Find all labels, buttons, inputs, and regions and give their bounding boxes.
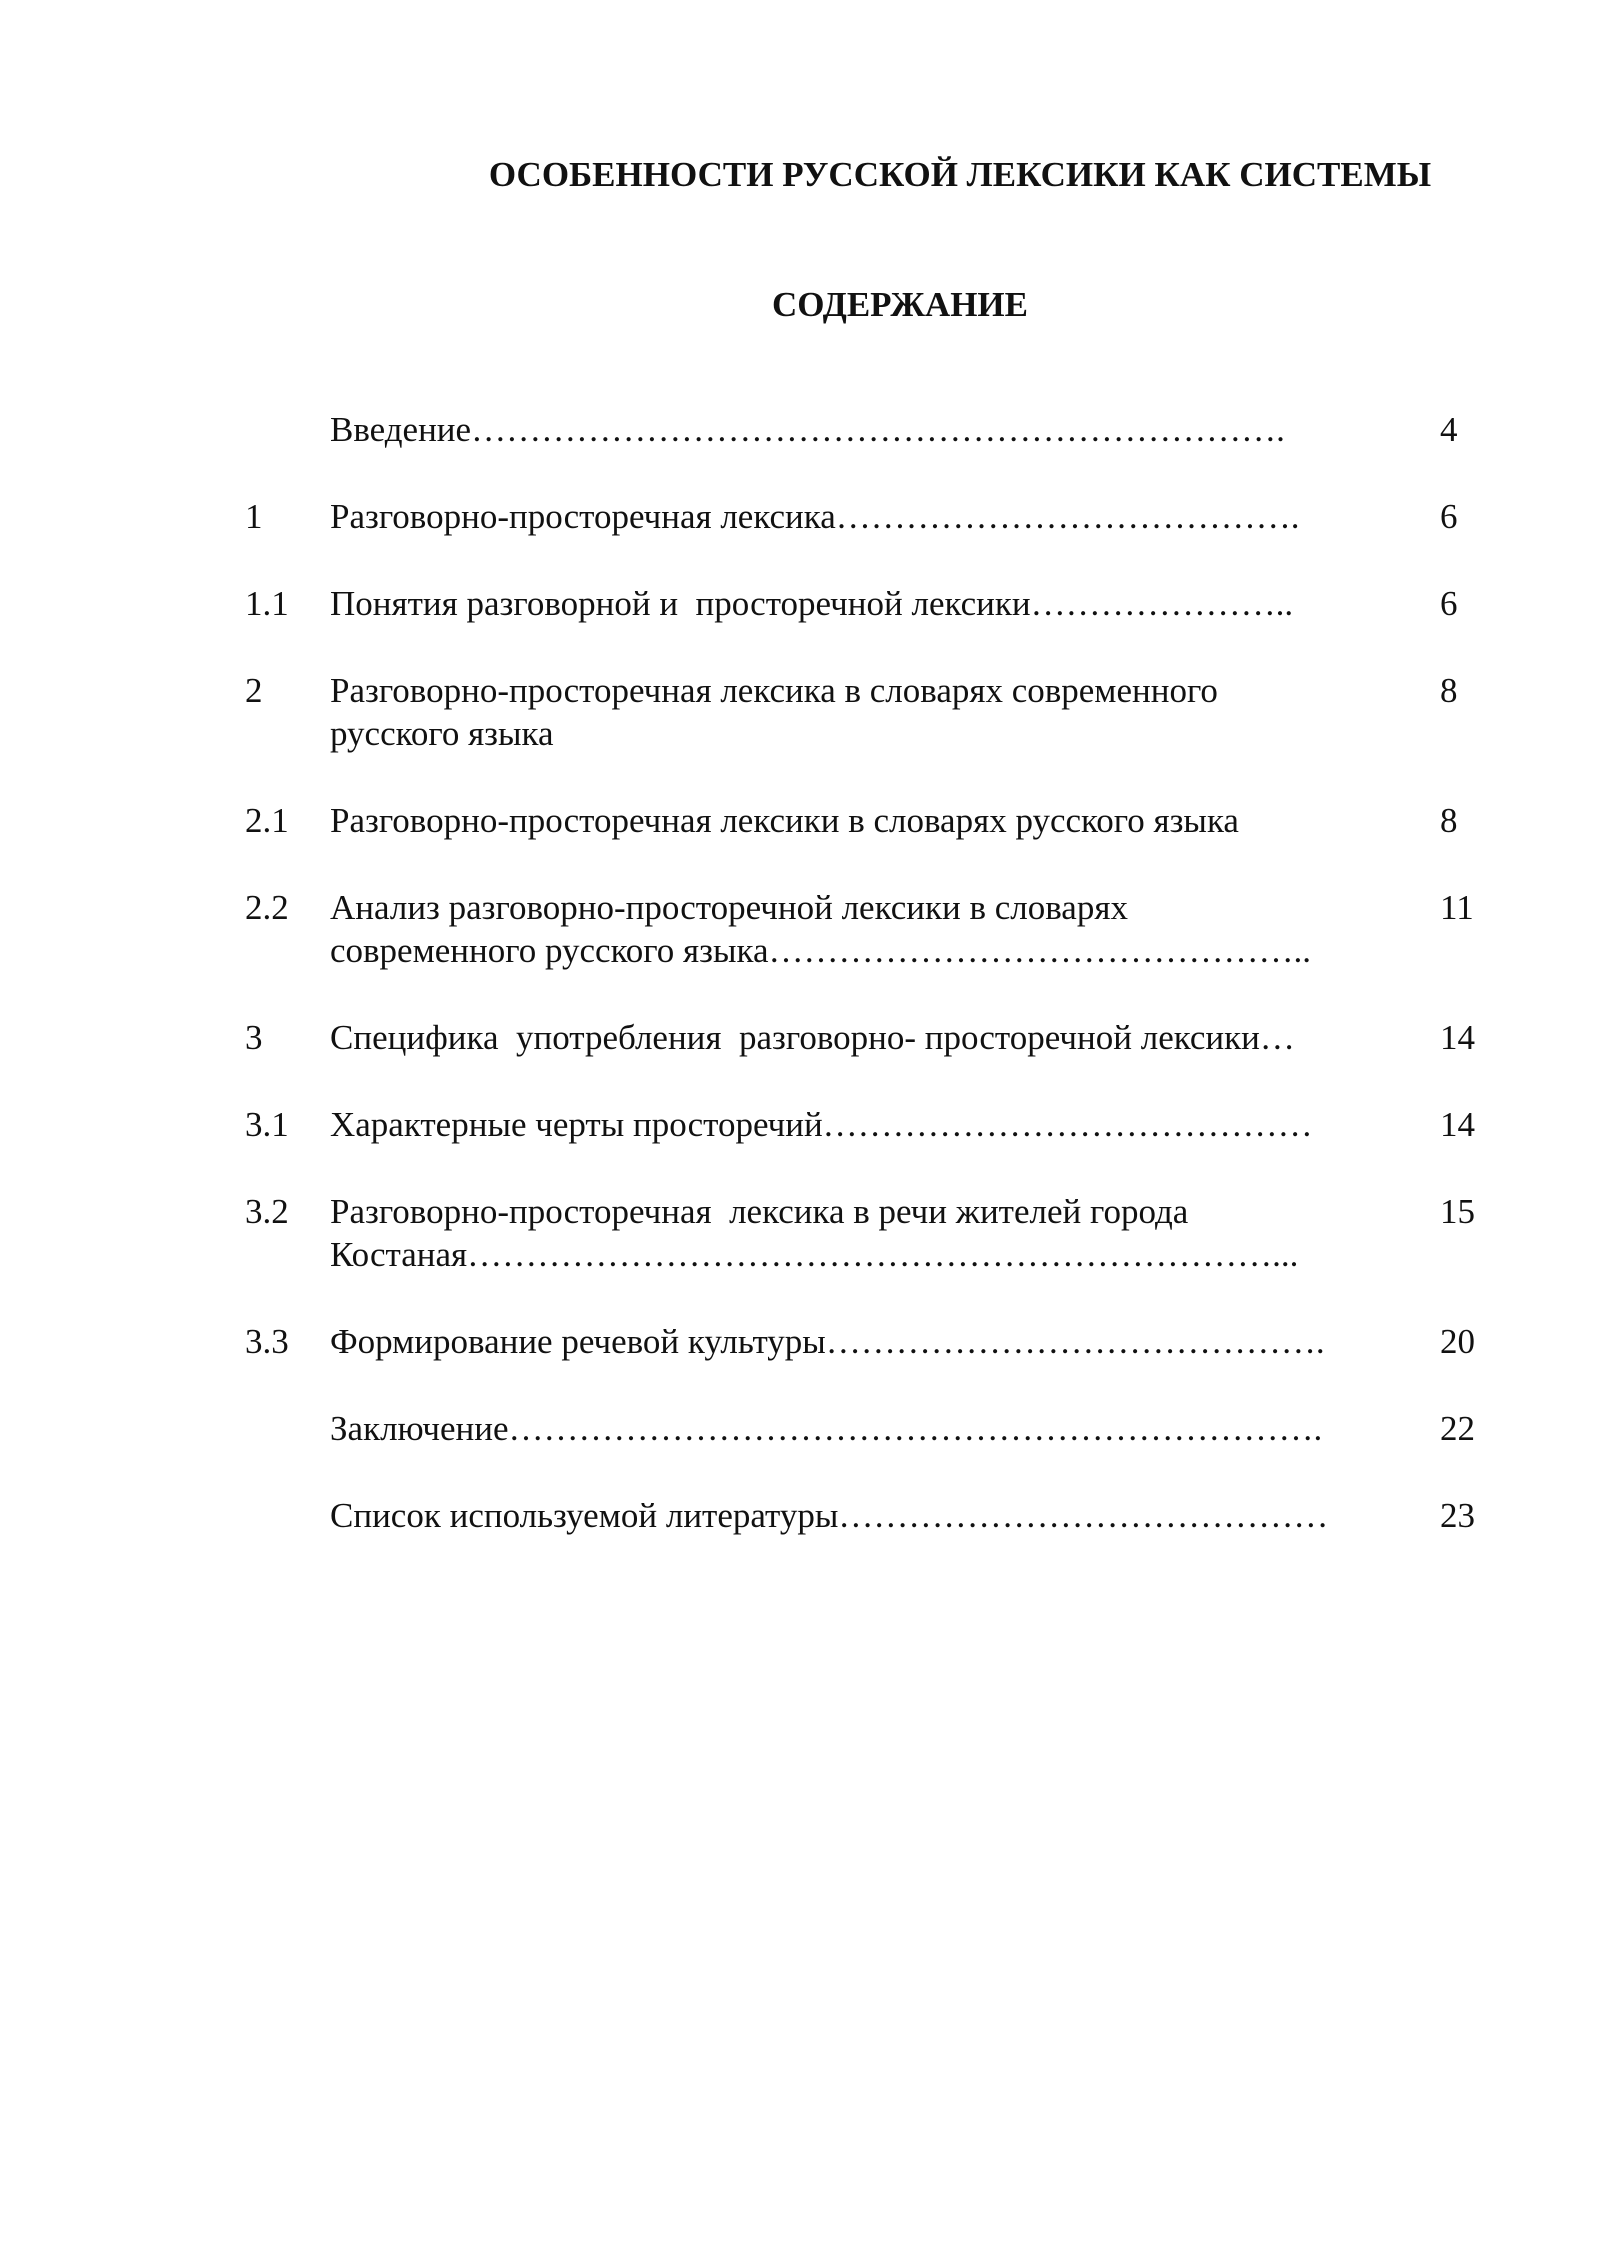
toc-entry-conclusion (0, 1407, 1600, 1450)
toc-entry-title: Формирование речевой культуры……………………………………. (330, 1322, 1325, 1361)
toc-entry-title: Разговорно-просторечная лексика в речи жителей города Костаная……………………………………………………………... (330, 1192, 1299, 1274)
toc-entry-page: 20 (1440, 1322, 1475, 1361)
toc-entry-3-1 (0, 1103, 1600, 1146)
toc-entry-2 (0, 669, 1600, 755)
toc-entry-1-1 (0, 582, 1600, 625)
document-title: ОСОБЕННОСТИ РУССКОЙ ЛЕКСИКИ КАК СИСТЕМЫ (488, 155, 1432, 194)
toc-entry-page: 6 (1440, 584, 1458, 623)
toc-entry-1 (0, 495, 1600, 538)
toc-entry-number: 2.1 (245, 801, 289, 840)
toc-entry-title: Заключение……………………………………………………………. (330, 1409, 1323, 1448)
toc-entry-title: Специфика употребления разговорно- просторечной лексики… (330, 1018, 1295, 1057)
toc-entry-page: 6 (1440, 497, 1458, 536)
toc-entry-number: 2.2 (245, 888, 289, 927)
toc-entry-3-2 (0, 1190, 1600, 1276)
toc-entry-title: Разговорно-просторечная лексики в словарях русского языка (330, 801, 1239, 840)
toc-entry-number: 2 (245, 671, 263, 710)
toc-entry-page: 11 (1440, 888, 1474, 927)
toc-entry-number: 1.1 (245, 584, 289, 623)
toc-entry-page: 22 (1440, 1409, 1475, 1448)
toc-entry-page: 4 (1440, 410, 1458, 449)
toc-entry-title: Введение……………………………………………………………. (330, 410, 1285, 449)
toc-entry-title: Анализ разговорно-просторечной лексики в словарях современного русского языка……………………………………….. (330, 888, 1311, 970)
toc-entry-number: 3.1 (245, 1105, 289, 1144)
toc-entry-title: Разговорно-просторечная лексика…………………………………. (330, 497, 1300, 536)
toc-entry-bibliography (0, 1494, 1600, 1537)
table-of-contents (0, 408, 1600, 1581)
toc-entry-title: Список используемой литературы…………………………………… (330, 1496, 1329, 1535)
toc-entry-3-3 (0, 1320, 1600, 1363)
toc-entry-page: 23 (1440, 1496, 1475, 1535)
toc-entry-number: 3 (245, 1018, 263, 1057)
toc-entry-page: 15 (1440, 1192, 1475, 1231)
toc-entry-introduction (0, 408, 1600, 451)
toc-entry-page: 8 (1440, 671, 1458, 710)
toc-entry-2-1 (0, 799, 1600, 842)
toc-entry-title: Понятия разговорной и просторечной лексики………………….. (330, 584, 1294, 623)
toc-entry-3 (0, 1016, 1600, 1059)
toc-entry-number: 1 (245, 497, 263, 536)
toc-entry-page: 14 (1440, 1105, 1475, 1144)
toc-entry-title: Разговорно-просторечная лексика в словарях современного русского языка (330, 671, 1218, 753)
toc-entry-number: 3.3 (245, 1322, 289, 1361)
toc-entry-page: 14 (1440, 1018, 1475, 1057)
toc-entry-number: 3.2 (245, 1192, 289, 1231)
toc-entry-title: Характерные черты просторечий…………………………………… (330, 1105, 1313, 1144)
toc-entry-2-2 (0, 886, 1600, 972)
toc-entry-page: 8 (1440, 801, 1458, 840)
toc-heading: СОДЕРЖАНИЕ (771, 285, 1028, 324)
